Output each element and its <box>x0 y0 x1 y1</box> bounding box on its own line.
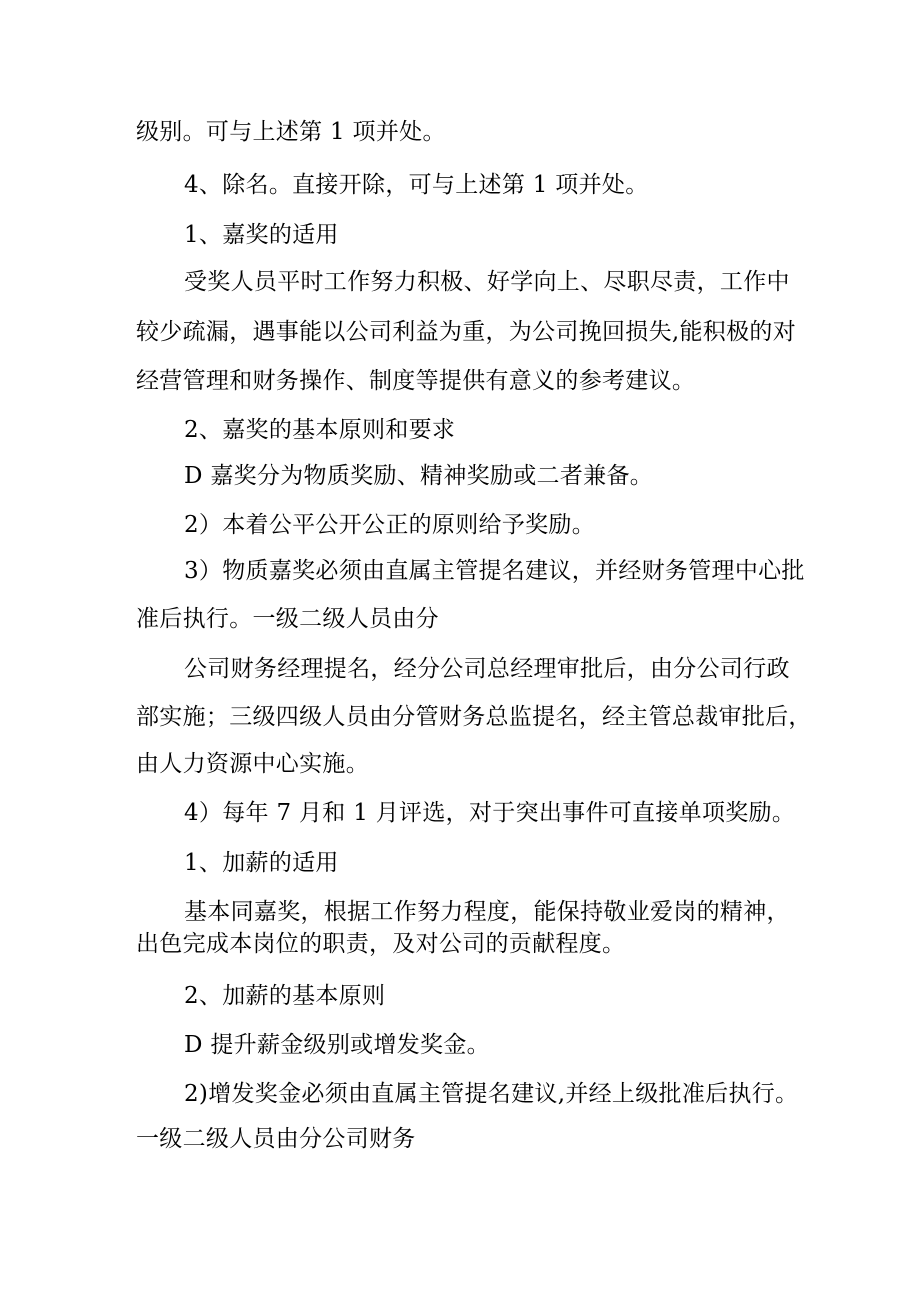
text-line: 较少疏漏，遇事能以公司利益为重，为公司挽回损失,能积极的对 <box>136 319 797 345</box>
text-line: 出色完成本岗位的职责，及对公司的贡献程度。 <box>136 931 626 957</box>
text-line: 由人力资源中心实施。 <box>136 751 369 777</box>
text-line: 受奖人员平时工作努力积极、好学向上、尽职尽责，工作中 <box>184 269 790 295</box>
text-line: 3）物质嘉奖必须由直属主管提名建议，并经财务管理中心批 <box>184 558 805 584</box>
text-line: 1、嘉奖的适用 <box>184 222 339 248</box>
text-line: 4）每年 7 月和 1 月评选，对于突出事件可直接单项奖励。 <box>184 800 796 826</box>
text-line: 准后执行。一级二级人员由分 <box>136 606 439 632</box>
text-line: 部实施；三级四级人员由分管财务总监提名，经主管总裁审批后， <box>136 704 812 730</box>
text-line: 一级二级人员由分公司财务 <box>136 1126 416 1152</box>
text-line: 级别。可与上述第 1 项并处。 <box>136 119 446 145</box>
text-line: 基本同嘉奖，根据工作努力程度，能保持敬业爱岗的精神， <box>184 899 790 925</box>
text-line: 经营管理和财务操作、制度等提供有意义的参考建议。 <box>136 368 696 394</box>
text-line: 4、除名。直接开除，可与上述第 1 项并处。 <box>184 172 649 198</box>
text-line: 2）本着公平公开公正的原则给予奖励。 <box>184 512 596 538</box>
text-line: 2)增发奖金必须由直属主管提名建议,并经上级批准后执行。 <box>184 1081 799 1107</box>
text-line: 公司财务经理提名，经分公司总经理审批后，由分公司行政 <box>184 656 790 682</box>
text-line: 2、加薪的基本原则 <box>184 983 386 1009</box>
text-line: 2、嘉奖的基本原则和要求 <box>184 417 456 443</box>
text-line: D 嘉奖分为物质奖励、精神奖励或二者兼备。 <box>184 463 654 489</box>
text-line: D 提升薪金级别或增发奖金。 <box>184 1032 490 1058</box>
text-line: 1、加薪的适用 <box>184 850 339 876</box>
